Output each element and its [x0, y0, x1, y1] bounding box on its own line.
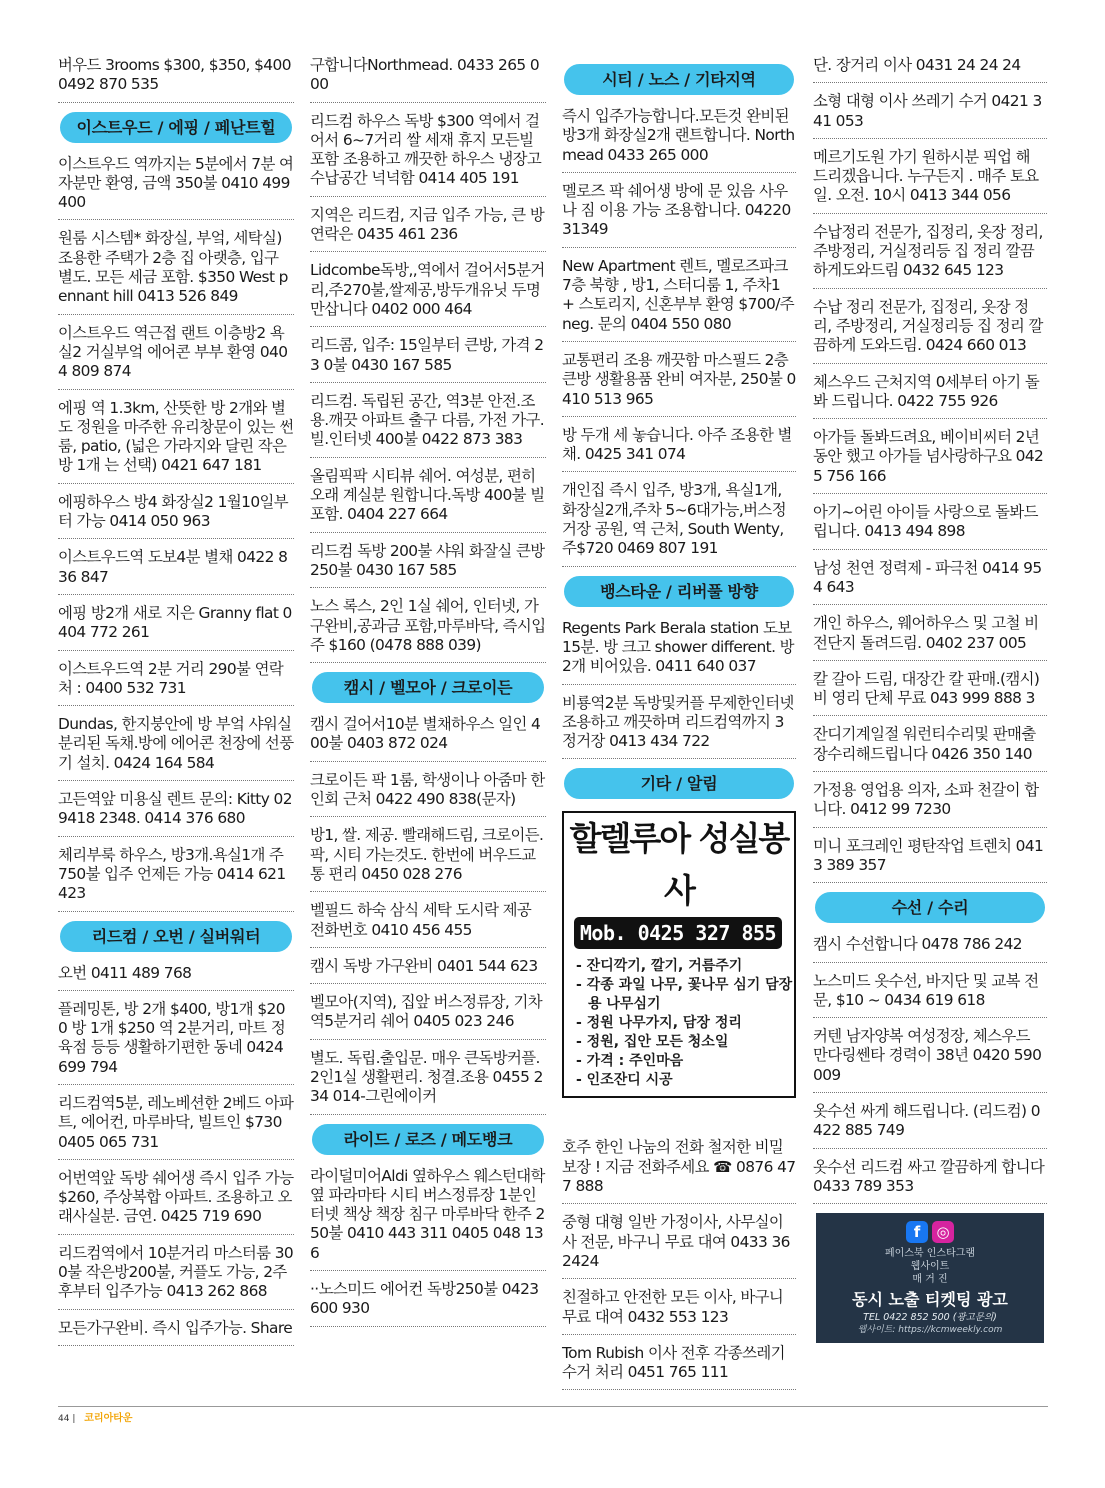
classified-ad: 미니 포크레인 평탄작업 트렌치 0413 389 357 [813, 837, 1047, 884]
classified-ad: 캠시 걸어서10분 별채하우스 일인 400불 0403 872 024 [310, 715, 546, 762]
classified-ad: 단. 장거리 이사 0431 24 24 24 [813, 56, 1047, 83]
service-box-title: 할렐루아 성실봉사 [569, 819, 789, 911]
classified-ad: 옷수선 싸게 해드립니다. (리드컴) 0422 885 749 [813, 1102, 1047, 1149]
classified-ad: Lidcombe독방,,역에서 걸어서5분거리,주270불,쌀제공,방두개유닛 두명만삽니다 0402 000 464 [310, 261, 546, 327]
classified-ad: 리드컴 하우스 독방 $300 역에서 걸어서 6~7거리 쌀 세재 휴지 모든빌포함 조용하고 깨끗한 하우스 냉장고 수납공간 넉넉함 0414 405 191 [310, 112, 546, 197]
promo-line: 웹사이트 [910, 1261, 950, 1273]
service-box-item: - 정원, 집안 모든 청소일 [576, 1034, 729, 1051]
classified-ad: 가정용 영업용 의자, 소파 천갈이 합니다. 0412 99 7230 [813, 781, 1047, 828]
classified-ad: 이스트우드 역까지는 5분에서 7분 여자분만 환영, 금액 350불 0410 499 400 [58, 155, 294, 221]
classified-ad: 아가들 돌봐드려요, 베이비씨터 2년동안 했고 아가들 넘사랑하구요 0425 756 166 [813, 428, 1047, 494]
classified-ad: 커텐 남자양복 여성정장, 체스우드 만다링쎈타 경력이 38년 0420 590 009 [813, 1027, 1047, 1093]
classified-ad: 수납정리 전문가, 집정리, 옷장 정리, 주방정리, 거실정리등 집 정리 깔끔하게도와드림 0432 645 123 [813, 223, 1047, 289]
classified-ad: 호주 한인 나눔의 전화 철저한 비밀보장 ! 지금 전화주세요 ☎ 0876 477 888 [562, 1138, 796, 1204]
classified-ad: 잔디기계일절 워런티수리및 판매출장수리해드립니다 0426 350 140 [813, 725, 1047, 772]
classified-ad: 캠시 독방 가구완비 0401 544 623 [310, 957, 546, 984]
classified-ad: 멜로즈 팍 쉐어생 방에 문 있음 사우나 짐 이용 가능 조용합니다. 0422031349 [562, 182, 796, 248]
classified-ad: Tom Rubish 이사 전후 각종쓰레기 수거 처리 0451 765 111 [562, 1344, 796, 1391]
classified-ad: 크로이든 팍 1룸, 학생이나 아줌마 한인회 근처 0422 490 838(문자) [310, 771, 546, 818]
promo-banner [816, 1213, 1044, 1343]
column-1 [58, 56, 294, 1355]
service-box-list [564, 957, 794, 1090]
classified-ad: 에핑하우스 방4 화장실2 1월10일부터 가능 0414 050 963 [58, 493, 294, 540]
classified-ad: 리드컴역에서 10분거리 마스터룸 300불 작은방200불, 커플도 가능, 2주후부터 입주가능 0413 262 868 [58, 1244, 294, 1310]
column-2 [310, 56, 546, 1336]
classified-ad: Regents Park Berala station 도보15분. 방 크고 shower different. 방2개 비어있음. 0411 640 037 [562, 619, 796, 685]
section-header: 라이드 / 로즈 / 메도뱅크 [312, 1124, 544, 1155]
section-header: 뱅스타운 / 리버풀 방향 [564, 576, 794, 607]
service-box-item: - 정원 나무가지, 담장 정리 [576, 1015, 742, 1032]
service-box-item: - 가격 : 주인마음 [576, 1053, 684, 1070]
classified-ad: 에핑 방2개 새로 지은 Granny flat 0404 772 261 [58, 604, 294, 651]
service-box-item: - 각종 과일 나무, 꽃나무 심기 담장용 나무심기 [576, 977, 793, 1013]
classified-ad: ··노스미드 에어컨 독방250불 0423 600 930 [310, 1280, 546, 1327]
classified-ad: 수납 정리 전문가, 집정리, 옷장 정리, 주방정리, 거실정리등 집 정리 깔끔하게 도와드림. 0424 660 013 [813, 298, 1047, 364]
classified-ad: 옷수선 리드컴 싸고 깔끔하게 합니다 0433 789 353 [813, 1158, 1047, 1205]
classified-ad: 별도. 독립.출입문. 매우 큰독방커플.2인1실 생활편리. 청결.조용 0455 234 014-그린에이커 [310, 1049, 546, 1115]
classified-ad: 체스우드 근처지역 0세부터 아기 돌봐 드립니다. 0422 755 926 [813, 373, 1047, 420]
classified-ad: 리드컴역5분, 레노베션한 2베드 아파트, 에어컨, 마루바닥, 빌트인 $730 0405 065 731 [58, 1094, 294, 1160]
service-box-item: - 잔디깍기, 깔기, 거름주기 [576, 958, 743, 975]
classified-ad: 에핑 역 1.3km, 산뜻한 방 2개와 별도 정원을 마주한 유리창문이 있는 썬룸, patio, (넓은 가라지와 달린 작은 방 1개 는 선택) 0421 647 181 [58, 399, 294, 484]
classified-ad: 방1, 쌀. 제공. 빨래해드림, 크로이든. 팍, 시티 가는것도. 한번에 버우드교통 편리 0450 028 276 [310, 826, 546, 892]
classified-ad: 칼 갈아 드림, 대장간 칼 판매.(캠시) 비 영리 단체 무료 043 999 888 3 [813, 670, 1047, 717]
classified-ad: 어번역앞 독방 쉐어생 즉시 입주 가능 $260, 주상복합 아파트. 조용하고 오래사실분. 금연. 0425 719 690 [58, 1169, 294, 1235]
promo-headline: 동시 노출 티켓팅 광고 [852, 1290, 1008, 1310]
classified-ad: 이스트우드 역근접 랜트 이층방2 욕실2 거실부엌 에어콘 부부 환영 0404 809 874 [58, 324, 294, 390]
classified-ad: 리드콤, 입주: 15일부터 큰방, 가격 23 0불 0430 167 585 [310, 336, 546, 383]
classified-ad: 이스트우드역 2분 거리 290불 연락처 : 0400 532 731 [58, 660, 294, 707]
classified-ad: 개인집 즉시 입주, 방3개, 욕실1개, 화장실2개,주차 5~6대가능,버스정거장 공원, 역 근처, South Wenty, 주$720 0469 807 191 [562, 481, 796, 566]
classified-ad: 메르기도원 가기 원하시분 픽업 해 드리겠읍니다. 누구든지 . 매주 토요일. 오전. 10시 0413 344 056 [813, 148, 1047, 214]
classified-ad: 리드컴. 독립된 공간, 역3분 안전.조용.깨끗 아파트 출구 다름, 가전 가구. 빌.인터넷 400불 0422 873 383 [310, 392, 546, 458]
service-box-ad [562, 811, 796, 1098]
classified-ad: New Apartment 렌트, 멜로즈파크 7층 북향 , 방1, 스터디룸 1, 주차1 + 스토리지, 신혼부부 환영 $700/주 neg. 문의 0404 550 080 [562, 257, 796, 342]
classified-ad: 고든역앞 미용실 렌트 문의: Kitty 02 9418 2348. 0414 376 680 [58, 790, 294, 837]
promo-phone: TEL 0422 852 500 (광고문의) [863, 1312, 997, 1324]
section-header: 기타 / 알림 [564, 768, 794, 799]
promo-line: 페이스북 인스타그램 [884, 1248, 976, 1260]
classified-ad: 벨필드 하숙 삼식 세탁 도시락 제공 전화번호 0410 456 455 [310, 901, 546, 948]
classified-ad: Dundas, 한지붕안에 방 부엌 샤워실 분리된 독채.방에 에어콘 천장에 선풍기 설치. 0424 164 584 [58, 715, 294, 781]
classified-ad: 즉시 입주가능합니다.모든것 완비된 방3개 화장실2개 랜트합니다. Northmead 0433 265 000 [562, 107, 796, 173]
promo-website: 웹사이트: https://kcmweekly.com [857, 1325, 1003, 1336]
section-header: 수선 / 수리 [815, 892, 1045, 923]
footer-divider [58, 1406, 1048, 1407]
classified-ad: 지역은 리드컴, 지금 입주 가능, 큰 방 연락은 0435 461 236 [310, 206, 546, 253]
footer-separator: | [72, 1414, 76, 1424]
classified-ad: 친절하고 안전한 모든 이사, 바구니 무료 대여 0432 553 123 [562, 1288, 796, 1335]
section-header: 리드컴 / 오번 / 실버워터 [60, 921, 292, 952]
instagram-icon: ◎ [932, 1221, 954, 1243]
publication-logo: 코리아타운 [84, 1413, 133, 1424]
classified-ad: 버우드 3rooms $300, $350, $400 0492 870 535 [58, 56, 294, 103]
service-box-item: - 인조잔디 시공 [576, 1072, 673, 1089]
promo-line: 매 거 진 [912, 1274, 948, 1286]
classified-ad: 중형 대형 일반 가정이사, 사무실이사 전문, 바구니 무료 대여 0433 36 2424 [562, 1213, 796, 1279]
classified-ad: 오번 0411 489 768 [58, 964, 294, 991]
section-header: 캠시 / 벨모아 / 크로이든 [312, 672, 544, 703]
classified-ad: 교통편리 조용 깨끗함 마스필드 2층 큰방 생활용품 완비 여자분, 250불 0410 513 965 [562, 351, 796, 417]
classified-ad: 아기~어린 아이들 사랑으로 돌봐드립니다. 0413 494 898 [813, 503, 1047, 550]
classified-ad: 캠시 수선합니다 0478 786 242 [813, 935, 1047, 962]
classified-ad: 비룡역2분 독방및커플 무제한인터넷 조용하고 깨끗하며 리드컴역까지 3정거장 0413 434 722 [562, 694, 796, 760]
column-4 [813, 56, 1047, 1343]
section-header: 이스트우드 / 에핑 / 페난트힐 [60, 112, 292, 143]
classified-ad: 구합니다Northmead. 0433 265 000 [310, 56, 546, 103]
classified-ad: 플레밍톤, 방 2개 $400, 방1개 $200 방 1개 $250 역 2분거리, 마트 정육점 등등 생활하기편한 동네 0424 699 794 [58, 1000, 294, 1085]
classified-ad: 이스트우드역 도보4분 별채 0422 836 847 [58, 548, 294, 595]
column-3 [562, 56, 796, 1399]
classified-ad: 벨모아(지역), 집앞 버스정류장, 기차역5분거리 쉐어 0405 023 246 [310, 993, 546, 1040]
classified-ad: 체리부룩 하우스, 방3개.욕실1개 주 750불 입주 언제든 가능 0414 621 423 [58, 846, 294, 912]
classified-ad: 개인 하우스, 웨어하우스 및 고철 비전단지 돌려드림. 0402 237 005 [813, 614, 1047, 661]
classified-ad: 리드컴 독방 200불 샤워 화잘실 큰방 250불 0430 167 585 [310, 542, 546, 589]
classified-ad: 원룸 시스템* 화장실, 부엌, 세탁실) 조용한 주택가 2층 집 아랫층, 입구 별도. 모든 세금 포함. $350 West pennant hill 0413 526 849 [58, 229, 294, 314]
classified-ad: 남성 천연 정력제 - 파극천 0414 954 643 [813, 559, 1047, 606]
classified-ad: 소형 대형 이사 쓰레기 수거 0421 341 053 [813, 92, 1047, 139]
social-icons [816, 1213, 1044, 1247]
page-footer [58, 1413, 133, 1425]
classified-ad: 노스 록스, 2인 1실 쉐어, 인터넷, 가구완비,공과금 포함,마루바닥, 즉시입주 $160 (0478 888 039) [310, 597, 546, 663]
service-box-phone: Mob. 0425 327 855 [574, 917, 782, 949]
classified-ad: 노스미드 옷수선, 바지단 및 교복 전문, $10 ~ 0434 619 618 [813, 972, 1047, 1019]
section-header: 시티 / 노스 / 기타지역 [564, 64, 794, 95]
classified-ad: 방 두개 세 놓습니다. 아주 조용한 별채. 0425 341 074 [562, 426, 796, 473]
page-number: 44 [58, 1414, 70, 1424]
classified-ad: 라이덜미어Aldi 옆하우스 웨스턴대학옆 파라마타 시티 버스정류장 1분인터넷 책상 책장 침구 마루바닥 한주 250불 0410 443 311 0405 048 136 [310, 1167, 546, 1271]
classified-ad: 올림픽팍 시티뷰 쉐어. 여성분, 편히 오래 계실분 원합니다.독방 400불 빌포함. 0404 227 664 [310, 467, 546, 533]
classified-ad: 모든가구완비. 즉시 입주가능. Share [58, 1319, 294, 1346]
facebook-icon: f [906, 1221, 928, 1243]
